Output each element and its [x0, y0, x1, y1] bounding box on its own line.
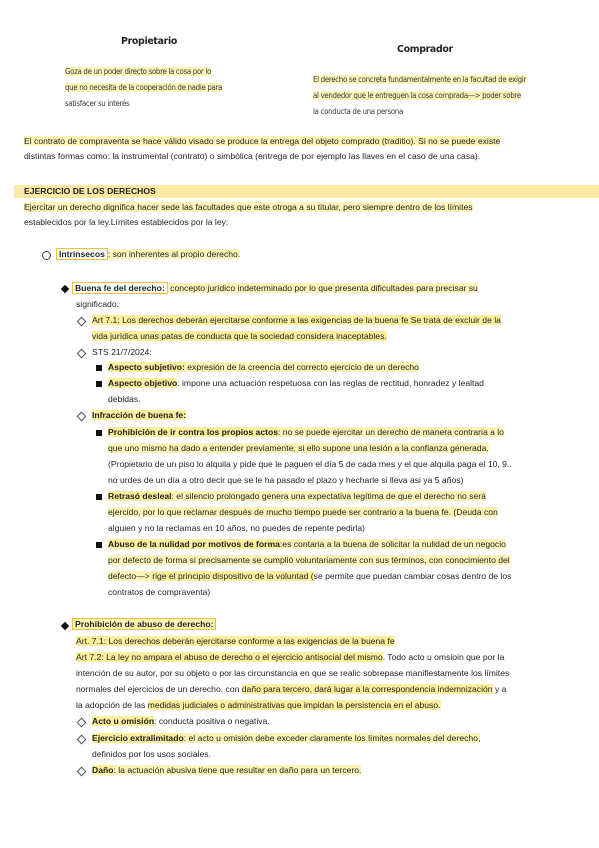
square-bullet-icon [96, 542, 102, 548]
art71-line-2: vida jurídica unas patas de conducta que la sociedad considera inaceptables. [92, 331, 387, 341]
open-diamond-bullet-icon [77, 317, 87, 327]
acto-omision: Acto u omisión: conducta positiva o negativa. [92, 716, 270, 726]
retraso-line-3: alguien y no la reclamas en 10 años, no puedes de repente pedirla) [108, 523, 366, 533]
circle-bullet-icon [42, 251, 51, 260]
intro-line-1: El contrato de compraventa se hace válido visado se produce la entrega del objeto comprado (traditio). Si no se puede existe [24, 136, 501, 146]
owner-title: Propietario [121, 36, 178, 47]
ejercicio-extralimitado-2: definidos por los usos sociales. [92, 749, 211, 759]
owner-line-2: que no necesita de la cooperación de nadie para [65, 83, 223, 92]
abuso-nulidad-line-1: Abuso de la nulidad por motivos de forma:es contaria a la buena de solicitar la nulidad de un negocio [108, 539, 506, 549]
intrinsecos-label: Intrínsecos [56, 248, 108, 260]
open-diamond-bullet-icon [77, 718, 87, 728]
ejercicio-extralimitado: Ejercicio extralimitado: el acto u omisión debe exceder claramente los límites normales del derecho, [92, 733, 481, 743]
infraccion-label: Infracción de buena fe: [92, 410, 187, 420]
abuso-line-4: la adopción de las medidas judiciales o administrativas que impidan la persistencia en el abuso. [76, 700, 441, 710]
square-bullet-icon [96, 494, 102, 500]
section-title: EJERCICIO DE LOS DERECHOS [24, 186, 156, 196]
section-line-1: Ejercitar un derecho dignifica hacer sede las facultades que este otroga a su titular, pero siempre dentro de los límites [24, 202, 473, 212]
buena-fe-text-1: concepto jurídico indeterminado por lo que presenta dificultades para precisar su [167, 283, 478, 293]
abuso-line-2: intención de su autor, por su objeto o por las circunstancia en que se realic sobrepase manifiestamente los límites [76, 668, 510, 678]
abuso-art71: Art. 7.1: Los derechos deberán ejercitarse conforme a las exigencias de la buena fe [76, 636, 395, 646]
buyer-text [313, 72, 573, 119]
buena-fe-text-2: significado. [76, 299, 119, 309]
diamond-bullet-icon [61, 285, 69, 293]
square-bullet-icon [96, 430, 102, 436]
prohibicion-line-1: Prohibición de ir contra los propios actos: no se puede ejercitar un derecho de manera contraria a lo [108, 427, 504, 437]
aspecto-objetivo-2: debidas. [108, 394, 141, 404]
owner-line-3: satisfacer su interés [65, 98, 130, 108]
buyer-column [313, 34, 573, 119]
prohibicion-line-4: no urdes de un día a otro decir que se le ha pasado el plazo y hecharle si lleva asi ya 5 años) [108, 475, 464, 485]
intro-line-2: distintas formas como: la instrumental (contrato) o simbólica (entrega de por ejemplo las llaves en el caso de una casa). [24, 151, 481, 162]
intrinsecos-text: : son inherentes al propio derecho. [107, 249, 241, 259]
open-diamond-bullet-icon [77, 349, 87, 359]
intro-paragraph [24, 134, 580, 165]
open-diamond-bullet-icon [77, 735, 87, 745]
buyer-line-1: El derecho se concreta fundamentalmente en la facultad de exigir [313, 75, 526, 85]
square-bullet-icon [96, 365, 102, 371]
sts-label: STS 21/7/2024: [92, 347, 152, 357]
buyer-line-3: la conducta de una persona [313, 106, 403, 116]
retraso-line-2: ejercido, por lo que reclamar después de mucho tiempo puede ser contrario a la buena fe. (Deuda con [108, 507, 498, 517]
abuso-line-3: normales del ejercicios de un derecho, con daño para tercero, dará lugar a la correspondencia indemnización y a [76, 684, 507, 694]
buena-fe-item [72, 281, 478, 296]
prohibicion-line-2: que uno mismo ha dado a entender previamente, si ello supone una lesión a la confianza generada. [108, 443, 489, 453]
prohibicion-line-3: (Propietario de un piso lo alquila y pide que le paguen el día 5 de cada mes y el que alquila paga el 10, 9.. [108, 459, 512, 469]
open-diamond-bullet-icon [77, 412, 87, 422]
section-line-2: establecidos por la ley.Límites establecidos por la ley: [24, 217, 229, 228]
owner-text [65, 64, 255, 111]
section-intro [24, 200, 580, 231]
abuso-nulidad-line-3: defecto—> rige el principio dispositivo de la voluntad (se permite que puedan cambiar cosas dentro de los [108, 571, 512, 581]
abuso-nulidad-line-4: contratos de compraventa) [108, 587, 211, 597]
owner-column [65, 34, 255, 111]
art71-line-1: Art 7.1: Los derechos deberán ejercitarse conforme a las exigencias de la buena fe Se trata de excluir de la [92, 315, 501, 325]
buyer-line-2: al vendedor que le entreguen la cosa comprada—> poder sobre [313, 91, 521, 100]
owner-line-1: Goza de un poder directo sobre la cosa por lo [65, 67, 211, 77]
abuso-nulidad-line-2: por defecto de forma si precisamente se cumplió voluntariamente con sus términos, con conocimiento del [108, 555, 510, 565]
diamond-bullet-icon [61, 622, 69, 630]
aspecto-subjetivo: Aspecto subjetivo: expresión de la creencia del correcto ejercicio de un derecho [108, 362, 419, 372]
abuso-label: Prohibición de abuso de derecho: [72, 618, 216, 630]
dano-item: Daño: la actuación abusiva tiene que resultar en daño para un tercero. [92, 765, 362, 775]
open-diamond-bullet-icon [77, 767, 87, 777]
intrinsecos-item [56, 247, 240, 262]
square-bullet-icon [96, 381, 102, 387]
buena-fe-label: Buena fe del derecho: [72, 282, 168, 294]
aspecto-objetivo: Aspecto objetivo: impone una actuación respetuosa con las reglas de rectitud, honradez y lealtad [108, 378, 484, 388]
abuso-art72: Art 7.2: La ley no ampara el abuso de derecho o el ejercicio antisocial del mismo. Todo acto u omsioin que por la [76, 652, 505, 662]
abuso-item [72, 617, 216, 632]
buyer-title: Comprador [397, 44, 453, 55]
retraso-line-1: Retrasó desleal: el silencio prolongado genera una expectativa legítima de que el derecho no será [108, 491, 486, 501]
